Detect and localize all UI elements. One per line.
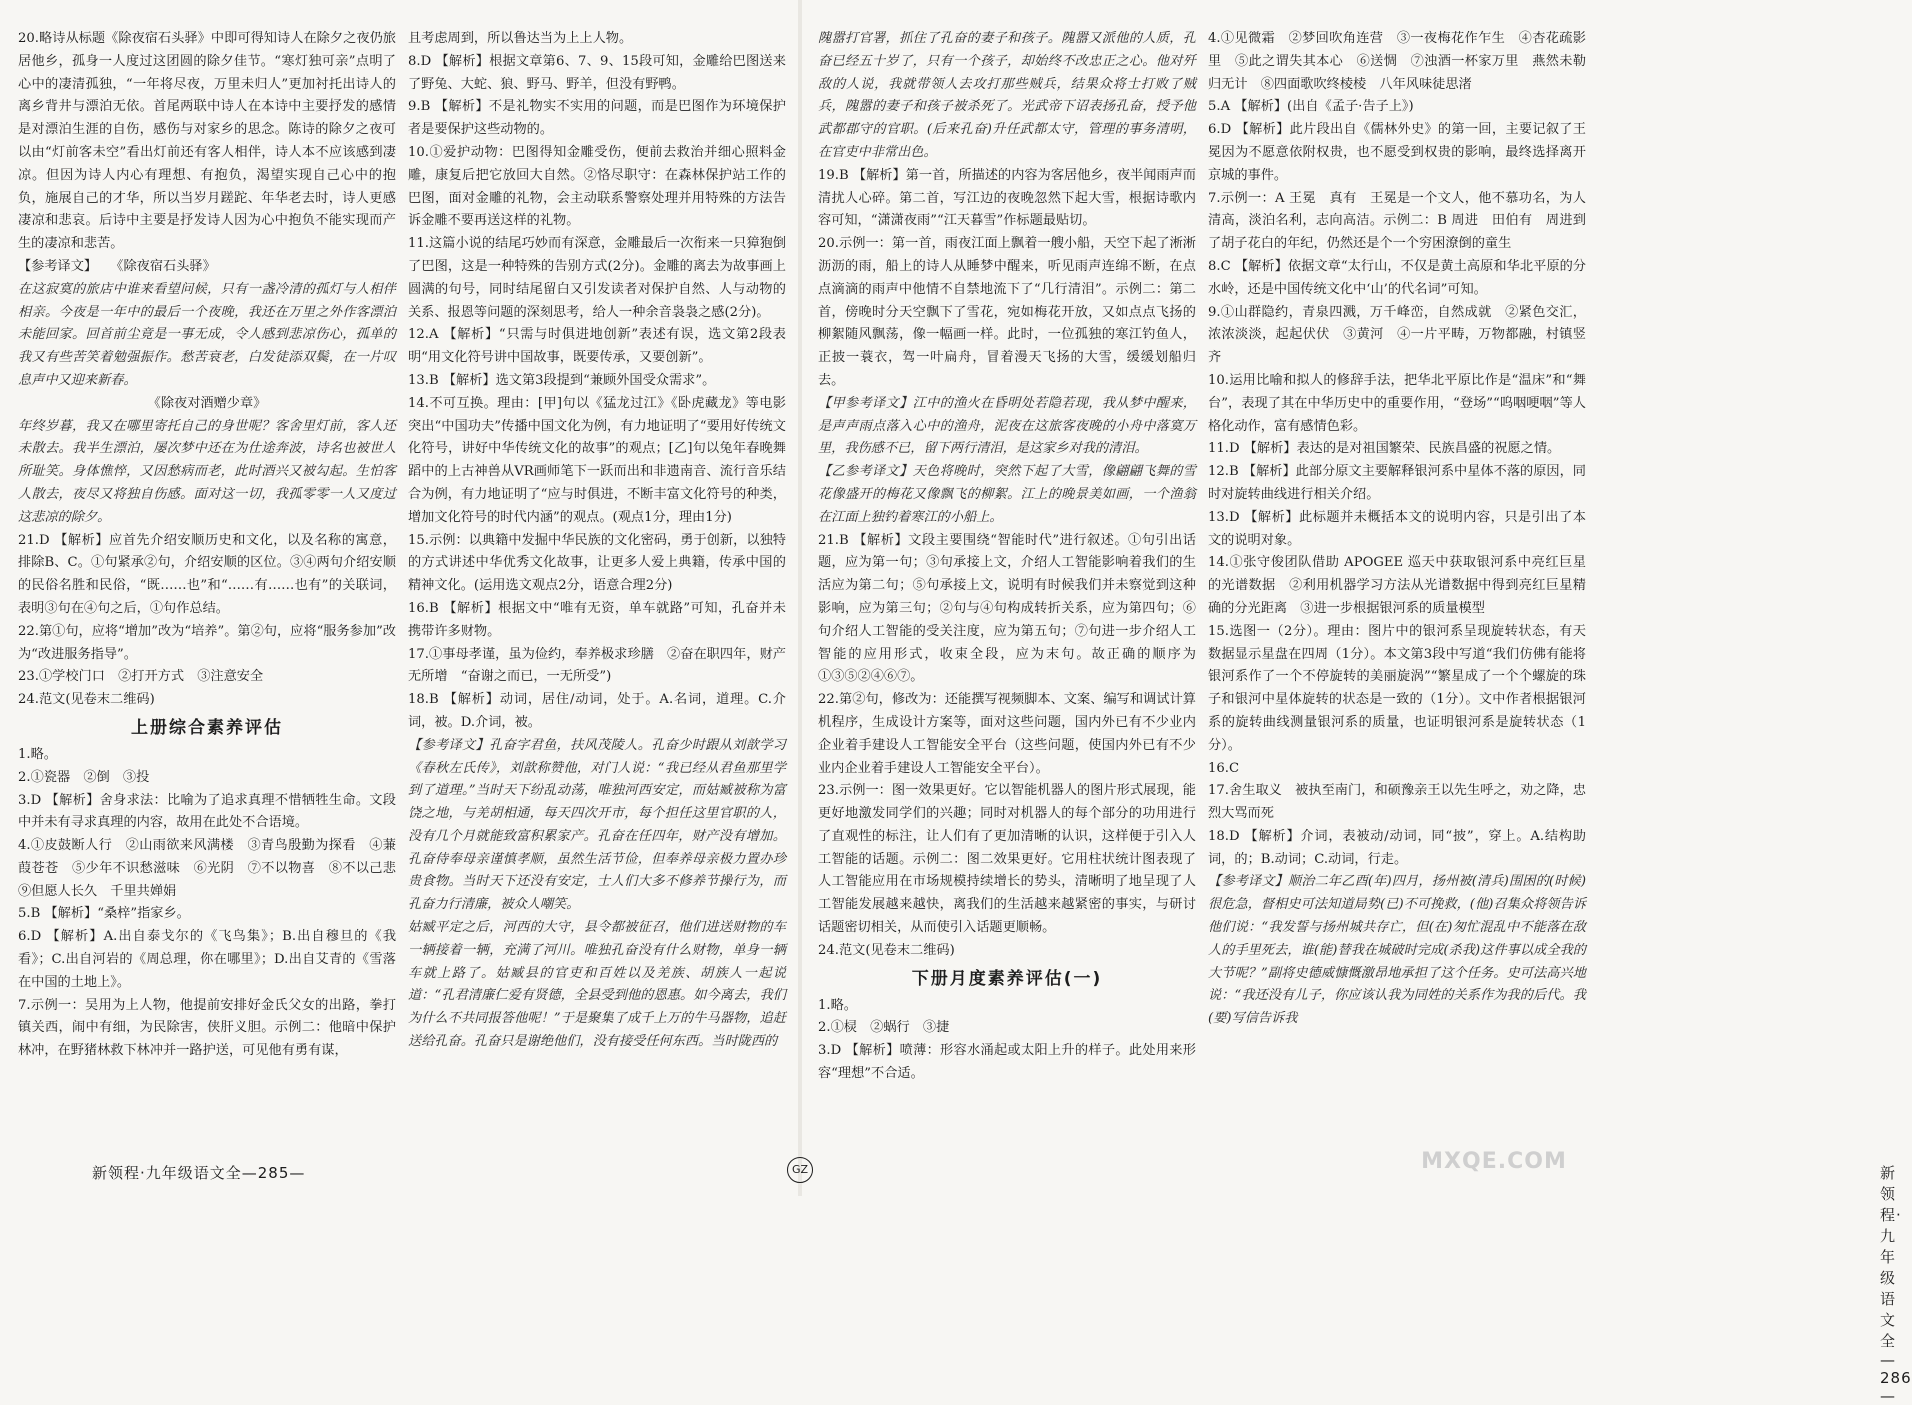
answer-paragraph: 11.D 【解析】表达的是对祖国繁荣、民族昌盛的祝愿之情。 [1208, 441, 1561, 457]
answer-paragraph: 【参考译文】 《除夜宿石头驿》 [18, 258, 216, 274]
answer-paragraph: 7.示例一：A 王冕 真有 王冕是一个文人，他不慕功名，为人清高，淡泊名利，志向高洁。示例二：B 周进 田伯有 周进到了胡子花白的年纪，仍然还是个一个穷困潦倒的童生 [1208, 190, 1586, 252]
answer-paragraph: 24.范文(见卷末二维码) [18, 692, 155, 708]
answer-paragraph: 16.C [1208, 760, 1240, 776]
watermark-logo: MXQE.COM [1421, 1149, 1567, 1174]
section-heading: 上册综合素养评估 [131, 717, 283, 738]
answer-paragraph: 10.运用比喻和拟人的修辞手法，把华北平原比作是“温床”和“舞台”，表现了其在中华历史中的重要作用，“登场”“呜咽哽咽”等人格化动作，富有感情色彩。 [1208, 372, 1586, 434]
answer-paragraph: 9.B 【解析】不是礼物实不实用的问题，而是巴图作为环境保护者是要保护这些动物的。 [408, 99, 786, 138]
answer-paragraph: 【参考译文】顺治二年乙酉(年)四月，扬州被(清兵)围困的(时候)很危急，督相史可法知道局势(已)不可挽救，(他)召集众将领告诉他们说：“我发誓与扬州城共存亡，但(在)匆忙混乱中不能落在敌人的手里死去，谁(能)替我在城破时完成(杀我)这件事以成全我的大节呢？”副将史德威慷慨激昂地承担了这个任务。史可法高兴地说：“我还没有儿子，你应该认我为同姓的关系作为我的后代。我(要)写信告诉我 [1208, 874, 1586, 1027]
section-heading: 下册月度素养评估(一) [911, 968, 1103, 989]
answer-paragraph: 15.示例：以典籍中发掘中华民族的文化密码，勇于创新，以独特的方式讲述中华优秀文化故事，让更多人爱上典籍，传承中国的精神文化。(运用选文观点2分，语意合理2分) [408, 532, 786, 594]
answer-paragraph: 21.D 【解析】应首先介绍安顺历史和文化，以及名称的寓意，排除B、C。①句紧承②句，介绍安顺的区位。③④两句介绍安顺的民俗名胜和民俗，“既……也”和“……有……也有”的关联词，表明③句在④句之后，①句作总结。 [18, 532, 396, 616]
answer-paragraph: 8.C 【解析】依据文章“太行山，不仅是黄土高原和华北平原的分水岭，还是中国传统文化中‘山’的代名词”可知。 [1208, 258, 1586, 297]
answer-paragraph: 10.①爱护动物：巴图得知金雕受伤，便前去救治并细心照料金雕，康复后把它放回大自然。②恪尽职守：在森林保护站工作的巴图，面对金雕的礼物，会主动联系警察处理并用特殊的方法告诉金雕不要再送这样的礼物。 [408, 144, 786, 229]
answer-paragraph: 6.D 【解析】A.出自泰戈尔的《飞鸟集》；B.出自穆旦的《我看》；C.出自河岩的《周总理，你在哪里》；D.出自艾青的《雪落在中国的土地上》。 [18, 929, 396, 990]
answer-paragraph: 11.这篇小说的结尾巧妙而有深意，金雕最后一次衔来一只獐狍倒了巴图，这是一种特殊的告别方式(2分)。金雕的离去为故事画上圆满的句号，同时结尾留白又引发读者对保护自然、人与动物的关系、报恩等问题的深刻思考，给人一种余音袅袅之感(2分)。 [408, 236, 786, 320]
column-3 [818, 28, 1196, 1128]
answer-paragraph: 13.B 【解析】选文第3段提到“兼顾外国受众需求”。 [408, 372, 716, 388]
answer-paragraph: 《除夜对酒赠少章》 [147, 395, 267, 411]
answer-paragraph: 18.D 【解析】介词，表被动/动词，同“披”，穿上。A.结构助词，的；B.动词；C.动词，行走。 [1208, 828, 1586, 867]
answer-paragraph: 23.示例一：图一效果更好。它以智能机器人的图片形式展现，能更好地激发同学们的兴趣；同时对机器人的每个部分的功用进行了直观性的标注，让人们有了更加清晰的认识，这样便于引入人工智能的话题。示例二：图二效果更好。它用柱状统计图表现了人工智能应用在市场规模持续增长的势头，清晰明了地呈现了人工智能发展越来越快，离我们的生活越来越紧密的事实，与研讨话题密切相关，从而使引入话题更顺畅。 [818, 783, 1196, 936]
answer-paragraph: 15.选图一（2分）。理由：图片中的银河系呈现旋转状态，有天数据显示星盘在四周（1分）。本文第3段中写道“我们仿佛有能将银河系作了一个不停旋转的美丽旋涡”“繁星成了一个个螺旋的珠子和银河中星体旋转的状态是一致的（1分）。文中作者根据银河系的旋转曲线测量银河系的质量，也证明银河系是旋转状态（1分）。 [1208, 623, 1586, 753]
answer-paragraph: 3.D 【解析】舍身求法：比喻为了追求真理不惜牺牲生命。文段中并未有寻求真理的内容，故用在此处不合语境。 [18, 792, 396, 831]
answer-paragraph: 姑臧平定之后，河西的大守，县令都被征召，他们进送财物的车一辆接着一辆，充满了河川。唯独孔奋没有什么财物，单身一辆车就上路了。姑臧县的官吏和百姓以及羌族、胡族人一起说道：“孔君清廉仁爱有贤德，全县受到他的恩惠。如今离去，我们为什么不共同报答他呢！”于是聚集了成千上万的牛马器物，追赶送给孔奋。孔奋只是谢绝他们，没有接受任何东西。当时陇西的 [408, 920, 786, 1050]
answer-paragraph: 在这寂寞的旅店中谁来看望问候，只有一盏冷清的孤灯与人相伴相亲。今夜是一年中的最后一个夜晚，我还在万里之外作客漂泊未能回家。回首前尘竟是一事无成，令人感到悲凉伤心，孤单的我又有些苦笑着勉强振作。愁苦衰老，白发徒添双鬓，在一片叹息声中又迎来新春。 [18, 281, 396, 388]
answer-paragraph: 2.①棂 ②蜗行 ③捷 [818, 1020, 950, 1036]
answer-paragraph: 1.略。 [818, 997, 857, 1013]
page-footer-right: 新领程·九年级语文全—286— [1880, 1164, 1912, 1405]
answer-paragraph: 16.B 【解析】根据文中“唯有无资，单车就路”可知，孔奋并未携带许多财物。 [408, 600, 786, 639]
column-2 [408, 28, 786, 1128]
answer-paragraph: 【甲参考译文】江中的渔火在昏明处若隐若现，我从梦中醒来，是声声雨点落入心中的渔舟，泥夜在这旅客夜晚的小舟中落寞万里，我伤感不已，留下两行清泪，是这家乡对我的清泪。 [818, 395, 1196, 457]
answer-paragraph: 14.不可互换。理由：[甲]句以《猛龙过江》《卧虎藏龙》等电影突出“中国功夫”传播中国文化为例，有力地证明了“要用好传统文化符号，讲好中华传统文化的故事”的观点；[乙]句以兔年春晚舞蹈中的上古神兽从VR画师笔下一跃而出和非遗南音、流行音乐结合为例，有力地证明了“应与时俱进，不断丰富文化符号的种类，增加文化符号的时代内涵”的观点。(观点1分，理由1分) [408, 395, 786, 525]
answer-paragraph: 17.①事母孝谨，虽为俭约，奉养极求珍膳 ②奋在职四年，财产无所增 “奋谢之而已，一无所受”) [408, 646, 786, 685]
answer-paragraph: 14.①张守俊团队借助 APOGEE 巡天中获取银河系中亮红巨星的光谱数据 ②利用机器学习方法从光谱数据中得到亮红巨星精确的分光距离 ③进一步根据银河系的质量模型 [1208, 555, 1586, 616]
answer-paragraph: 12.A 【解析】“只需与时俱进地创新”表述有误，选文第2段表明“用文化符号讲中国故事，既要传承，又要创新”。 [408, 327, 786, 366]
answer-paragraph: 20.示例一：第一首，雨夜江面上飘着一艘小船，天空下起了淅淅沥沥的雨，船上的诗人从睡梦中醒来，听见雨声连绵不断，在点点滴滴的雨声中他情不自禁地流下了“几行清泪”。示例二：第二首，傍晚时分天空飘下了雪花，宛如梅花开放，又如点点飞扬的柳絮随风飘荡，像一幅画一样。此时，一位孤独的寒江钓鱼人，正披一蓑衣，驾一叶扁舟，冒着漫天飞扬的大雪，缓缓划船归去。 [818, 236, 1196, 388]
answer-paragraph: 22.第②句，修改为：还能撰写视频脚本、文案、编写和调试计算机程序，生成设计方案等，面对这些问题，国内外已有不少业内企业着手建设人工智能安全平台（这些问题，使国内外已有不少业内企业着手建设人工智能安全平台）。 [818, 692, 1196, 776]
answer-paragraph: 21.B 【解析】文段主要围绕“智能时代”进行叙述。①句引出话题，应为第一句；③句承接上文，介绍人工智能影响着我们的生活应为第二句；⑤句承接上文，说明有时候我们并未察觉到这种影响，应为第三句；②句与④句构成转折关系，应为第四句；⑥句介绍人工智能的受关注度，应为第五句；⑦句进一步介绍人工智能的应用形式，收束全段，应为末句。故正确的顺序为①③⑤②④⑥⑦。 [818, 532, 1196, 685]
answer-paragraph: 13.D 【解析】此标题并未概括本文的说明内容，只是引出了本文的说明对象。 [1208, 509, 1586, 548]
answer-paragraph: 23.①学校门口 ②打开方式 ③注意安全 [18, 669, 264, 685]
answer-paragraph: 17.舍生取义 被执至南门，和硕豫亲王以先生呼之，劝之降，忠烈大骂而死 [1208, 783, 1586, 822]
answer-paragraph: 4.①见微霜 ②梦回吹角连营 ③一夜梅花作乍生 ④杏花疏影里 ⑤此之谓失其本心 ⑥送惆 ⑦浊酒一杯家万里 燕然未勒归无计 ⑧四面歌吹终棱棱 八年风味徒思渚 [1208, 31, 1586, 92]
answer-paragraph: 【乙参考译文】天色将晚时，突然下起了大雪，像翩翩飞舞的雪花像盛开的梅花又像飘飞的柳絮。江上的晚景美如画，一个渔翁在江面上独钓着寒江的小船上。 [818, 464, 1196, 525]
answer-paragraph: 22.第①句，应将“增加”改为“培养”。第②句，应将“服务参加”改为“改进服务指导”。 [18, 623, 396, 662]
answer-paragraph: 【参考译文】孔奋字君鱼，扶风茂陵人。孔奋少时跟从刘歆学习《春秋左氏传》，刘歆称赞他，对门人说：“我已经从君鱼那里学到了道理。”当时天下纷乱动荡，唯独河西安定，而姑臧被称为富饶之地，与羌胡相通，每天四次开市，每个担任这里官职的人，没有几个月就能致富积累家产。孔奋在任四年，财产没有增加。孔奋侍奉母亲谨慎孝顺，虽然生活节俭，但奉养母亲极力置办珍贵食物。当时天下还没有安定，士人们大多不修养节操行为，而孔奋力行清廉，被众人嘲笑。 [408, 737, 786, 913]
page-footer-left: 新领程·九年级语文全—285— [92, 1164, 306, 1182]
answer-paragraph: 19.B 【解析】第一首，所描述的内容为客居他乡，夜半闻雨声而清扰人心碎。第二首，写江边的夜晚忽然下起大雪，根据诗歌内容可知，“潇潇夜雨”“江天暮雪”作标题最贴切。 [818, 167, 1196, 229]
answer-paragraph: 18.B 【解析】动词，居住/动词，处于。A.名词，道理。C.介词，被。D.介词，被。 [408, 692, 786, 730]
answer-paragraph: 1.略。 [18, 746, 57, 762]
answer-paragraph: 7.示例一：吴用为上人物，他提前安排好金氏父女的出路，拳打镇关西，闹中有细，为民除害，侠肝义胆。示例二：他暗中保护林冲，在野猪林救下林冲并一路护送，可见他有勇有谋， [18, 997, 396, 1059]
answer-paragraph: 2.①瓷器 ②倒 ③投 [18, 769, 150, 785]
column-1 [18, 28, 410, 1128]
answer-paragraph: 8.D 【解析】根据文章第6、7、9、15段可知，金雕给巴图送来了野兔、大蛇、狼、野马、野羊，但没有野鸭。 [408, 53, 786, 92]
answer-paragraph: 6.D 【解析】此片段出自《儒林外史》的第一回，主要记叙了王冕因为不愿意依附权贵，也不愿受到权贵的影响，最终选择离开京城的事件。 [1208, 122, 1586, 183]
answer-paragraph: 20.略诗从标题《除夜宿石头驿》中即可得知诗人在除夕之夜仍旅居他乡，孤身一人度过这团圆的除夕佳节。“寒灯独可亲”点明了心中的凄清孤独，“一年将尽夜，万里未归人”更加衬托出诗人的离乡背井与漂泊无依。首尾两联中诗人在本诗中主要抒发的感情是对漂泊生涯的自伤，感伤与对家乡的思念。陈诗的除夕之夜可以由“灯前客未空”看出灯前还有客人相伴，诗人本不应该感到凄凉。但因为诗人内心有理想、有抱负，渴望实现自己心中的抱负，施展自己的才华，所以当岁月蹉跎、年华老去时，诗人更感凄凉和悲哀。后诗中主要是抒发诗人因为心中抱负不能实现而产生的凄凉和悲苦。 [18, 31, 396, 252]
answer-paragraph: 且考虑周到，所以鲁达当为上上人物。 [408, 31, 633, 46]
answer-paragraph: 5.B 【解析】“桑梓”指家乡。 [18, 906, 190, 922]
answer-paragraph: 4.①皮鼓断人行 ②山雨欲来风满楼 ③青鸟殷勤为探看 ④蒹葭苍苍 ⑤少年不识愁滋味 ⑥光阴 ⑦不以物喜 ⑧不以己悲 ⑨但愿人长久 千里共婵娟 [18, 838, 410, 899]
answer-paragraph: 24.范文(见卷末二维码) [818, 942, 955, 958]
answer-paragraph: 5.A 【解析】(出自《孟子·告子上》) [1208, 99, 1414, 115]
publisher-badge: GZ [787, 1157, 813, 1183]
answer-paragraph: 年终岁暮，我又在哪里寄托自己的身世呢？客舍里灯前，客人还未散去。我半生漂泊，屡次梦中还在为仕途奔波，诗名也被世人所耻笑。身体憔悴，又因愁病而老，此时酒兴又被勾起。生怕客人散去，夜尽又将独自伤感。面对这一切，我孤零零一人又度过这悲凉的除夕。 [18, 418, 396, 525]
right-page [800, 0, 1912, 1405]
answer-paragraph: 12.B 【解析】此部分原文主要解释银河系中星体不落的原因，同时对旋转曲线进行相关介绍。 [1208, 464, 1586, 502]
column-4 [1208, 28, 1586, 1128]
answer-paragraph: 3.D 【解析】喷薄：形容水涌起或太阳上升的样子。此处用来形容“理想”不合适。 [818, 1043, 1196, 1082]
answer-paragraph: 9.①山群隐约，青泉四溅，万千峰峦，自然成就 ②紧色交汇，浓浓淡淡，起起伏伏 ③黄河 ④一片平畴，万物都融，村镇竖齐 [1208, 304, 1586, 366]
left-page [0, 0, 800, 1196]
answer-paragraph: 隗嚣打官署，抓住了孔奋的妻子和孩子。隗嚣又派他的人质，孔奋已经五十岁了，只有一个孩子，却始终不改忠正之心。他对歼敌的人说，我就带领人去攻打那些贼兵，结果众将士打败了贼兵，隗嚣的妻子和孩子被杀死了。光武帝下诏表扬孔奋，授予他武都郡守的官职。(后来孔奋)升任武都太守，管理的事务清明，在官吏中非常出色。 [818, 31, 1196, 160]
